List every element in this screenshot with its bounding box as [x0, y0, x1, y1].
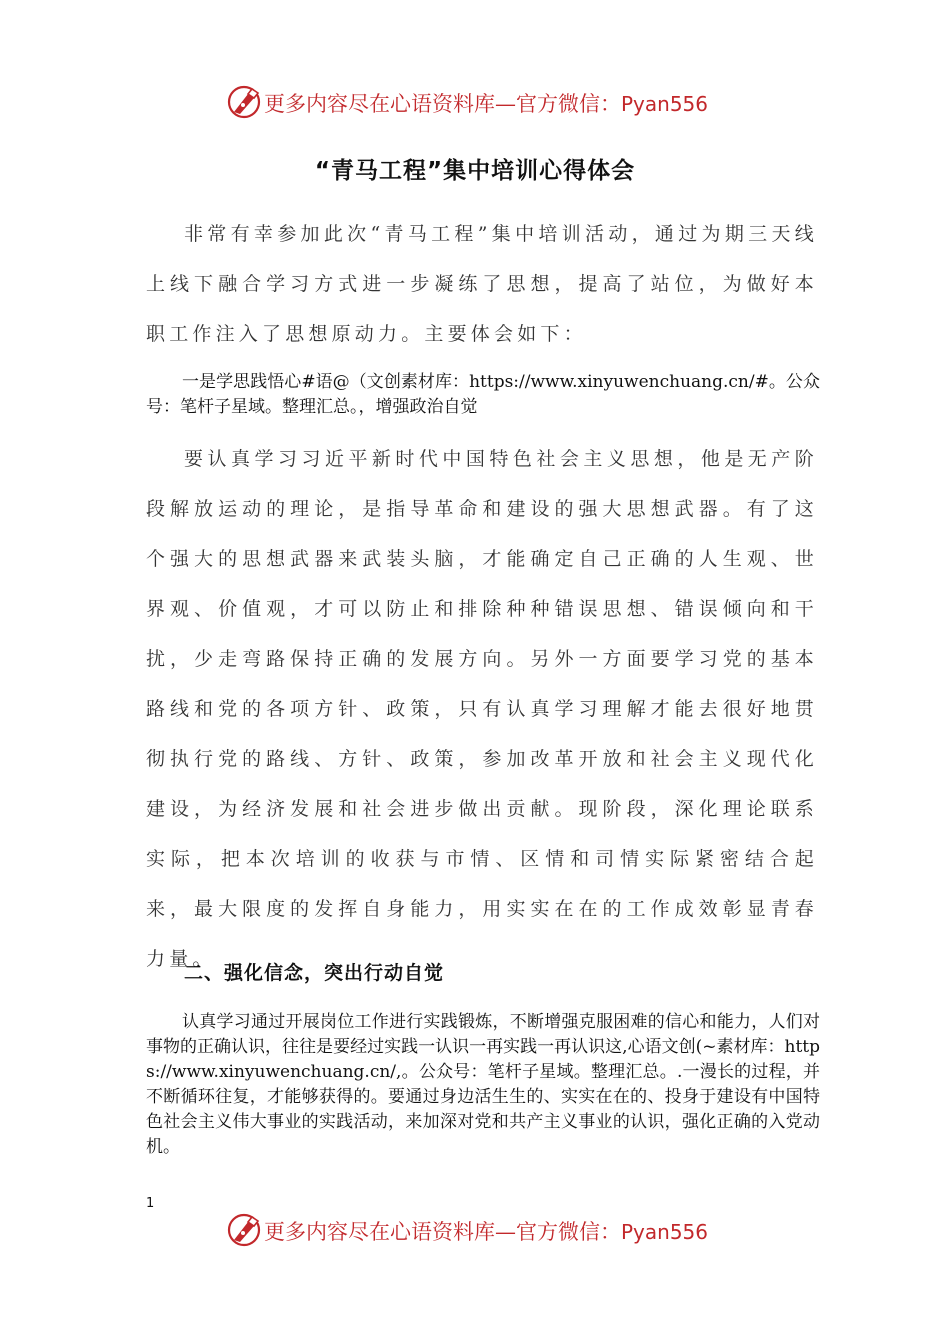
banner-text: 更多内容尽在心语资料库—官方微信：Pyan556 [264, 1220, 709, 1244]
wechat-account: Pyan556 [621, 92, 709, 116]
pen-nib-icon [226, 1212, 262, 1248]
intro-paragraph: 非常有幸参加此次“青马工程”集中培训活动，通过为期三天线上线下融合学习方式进一步凝练了思想，提高了站位，为做好本职工作注入了思想原动力。主要体会如下： [146, 223, 818, 345]
section1-body: 要认真学习习近平新时代中国特色社会主义思想，他是无产阶段解放运动的理论，是指导革命和建设的强大思想武器。有了这个强大的思想武器来武装头脑，才能确定自己正确的人生观、世界观、价值观，才可以防止和排除种种错误思想、错误倾向和干扰，少走弯路保持正确的发展方向。另外一方面要学习党的基本路线和党的各项方针、政策，只有认真学习理解才能去很好地贯彻执行党的路线、方针、政策，参加改革开放和社会主义现代化建设，为经济发展和社会进步做出贡献。现阶段，深化理论联系实际，把本次培训的收获与市情、区情和司情实际紧密结合起来，最大限度的发挥自身能力，用实实在在的工作成效彰显青春力量。 [146, 448, 818, 970]
pen-nib-icon [226, 84, 262, 120]
page-title: “青马工程”集中培训心得体会 [314, 158, 636, 184]
section1-heading: 一是学思践悟心#语@（文创素材库：https://www.xinyuwenchuang.cn/#。公众号：笔杆子星域。整理汇总。，增强政治自觉 [146, 372, 820, 417]
section2-body: 认真学习通过开展岗位工作进行实践锻炼，不断增强克服困难的信心和能力，人们对事物的正确认识，往往是要经过实践一认识一再实践一再认识这,心语文创(~素材库：https://www.xinyuwenchuang.cn/,。公众号：笔杆子星域。整理汇总。.一漫长的过程，并不断循环往复，才能够获得的。要通过身边活生生的、实实在在的、投身于建设有中国特色社会主义伟大事业的实践活动，来加深对党和共产主义事业的认识，强化正确的入党动机。 [146, 1012, 820, 1157]
footer-banner [0, 1210, 950, 1250]
page-number: 1 [146, 1196, 155, 1211]
header-banner [0, 82, 950, 122]
section2-heading: 二、强化信念，突出行动自觉 [184, 962, 445, 984]
banner-text: 更多内容尽在心语资料库—官方微信：Pyan556 [264, 92, 709, 116]
wechat-account: Pyan556 [621, 1220, 709, 1244]
